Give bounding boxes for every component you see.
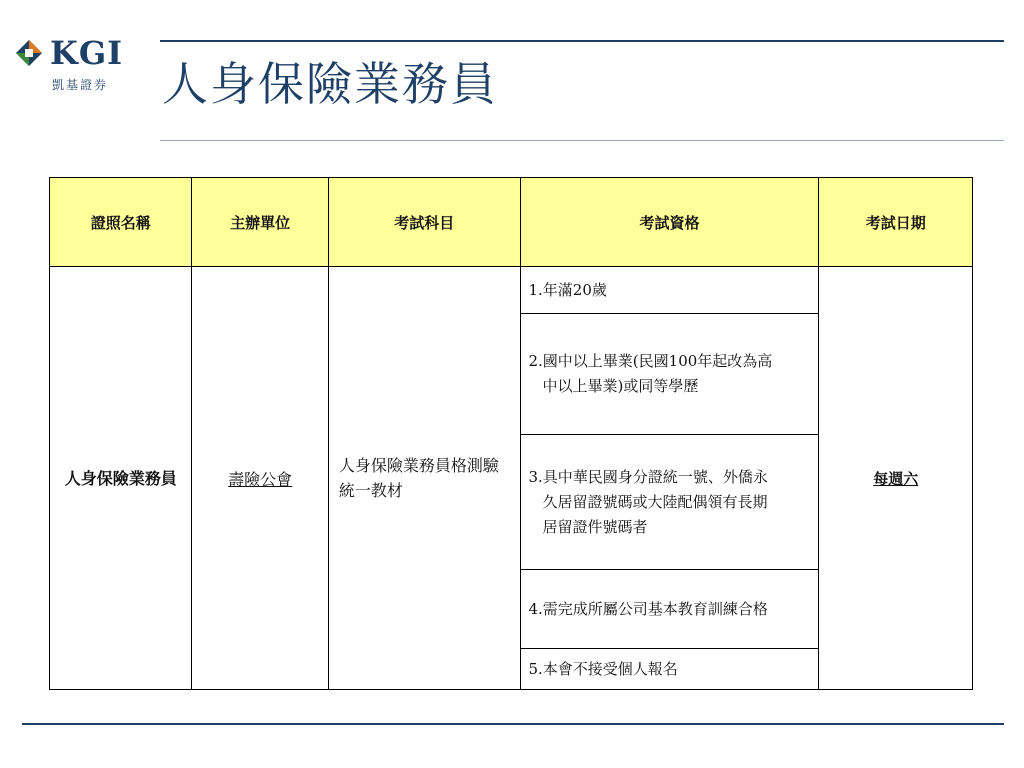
- license-name-cell: 人身保險業務員: [50, 267, 192, 690]
- kgi-logo: [14, 36, 144, 96]
- header-subject: 考試科目: [328, 178, 520, 267]
- qualification-item: [520, 649, 819, 690]
- qualification-text: 4.需完成所屬公司基本教育訓練合格: [528, 599, 768, 618]
- table-row: [50, 267, 973, 314]
- title-divider: [160, 140, 1004, 141]
- qualification-item: [520, 314, 819, 435]
- page-title: 人身保險業務員: [162, 57, 498, 111]
- qualification-item: [520, 570, 819, 649]
- organizer-link[interactable]: 壽險公會: [228, 469, 293, 489]
- qualification-text: 3.具中華民國身分證統一號、外僑永久居留證號碼或大陸配偶領有長期居留證件號碼者: [528, 467, 768, 536]
- header-qualifications: 考試資格: [520, 178, 819, 267]
- license-table: [49, 177, 973, 690]
- table-header-row: [50, 178, 973, 267]
- header-license-name: 證照名稱: [50, 178, 192, 267]
- top-divider: [160, 40, 1004, 42]
- bottom-divider: [22, 723, 1004, 725]
- qualification-text: 5.本會不接受個人報名: [528, 659, 678, 678]
- logo-subtext: 凱基證券: [52, 78, 109, 92]
- logo-text: KGI: [50, 34, 124, 72]
- exam-date-link[interactable]: 每週六: [819, 267, 973, 690]
- qualification-text: 2.國中以上畢業(民國100年起改為高中以上畢業)或同等學歷: [528, 352, 773, 395]
- qualification-item: [520, 267, 819, 314]
- qualification-item: [520, 435, 819, 570]
- header-organizer: 主辦單位: [192, 178, 328, 267]
- qualification-text: 1.年滿20歲: [528, 280, 607, 299]
- organizer-cell[interactable]: [192, 267, 328, 690]
- subject-cell: 人身保險業務員格測驗統一教材: [328, 267, 520, 690]
- kgi-logo-icon: [16, 40, 42, 66]
- header-exam-date: 考試日期: [819, 178, 973, 267]
